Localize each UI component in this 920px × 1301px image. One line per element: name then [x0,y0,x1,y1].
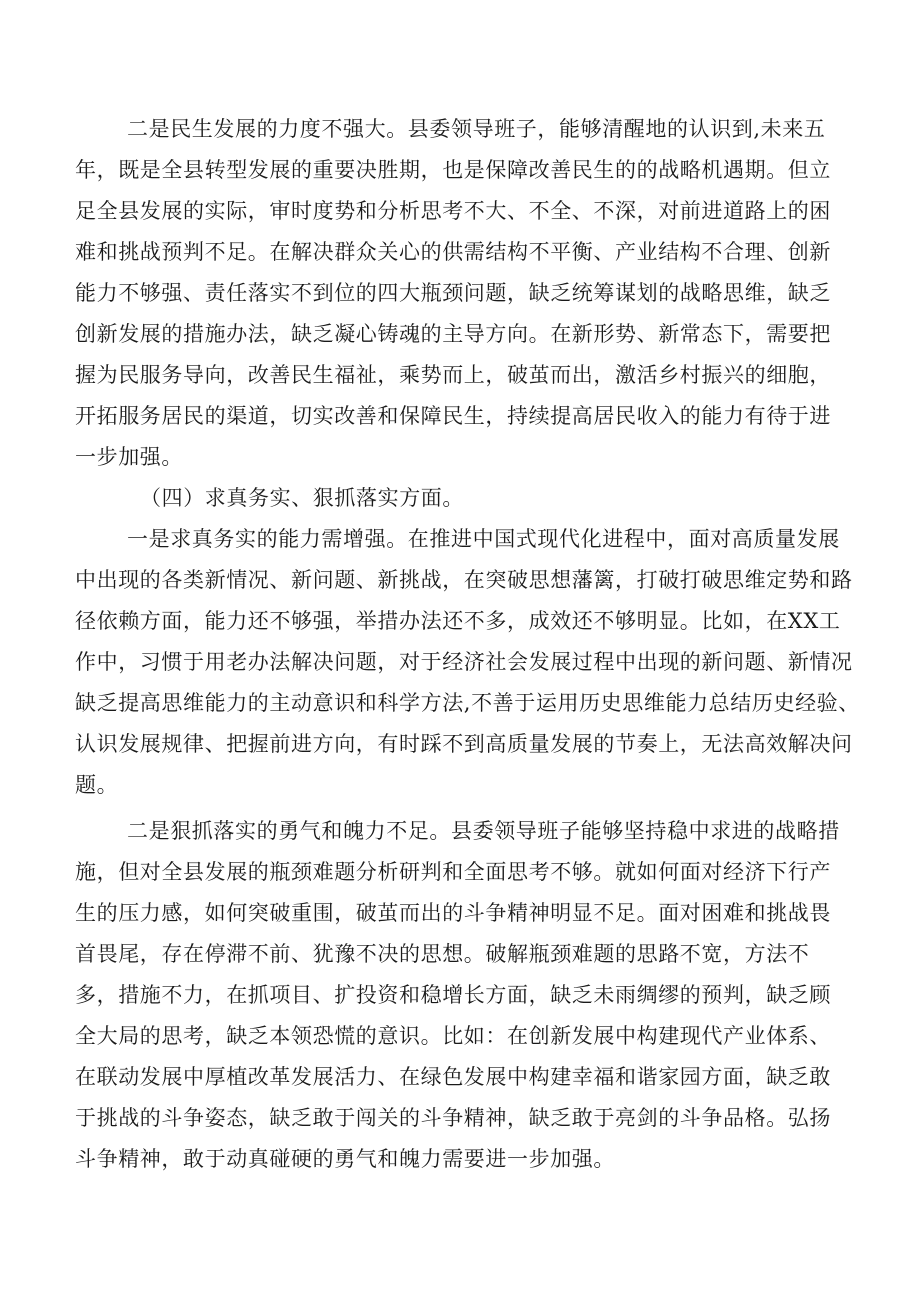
text-line: 作中，习惯于用老办法解决问题，对于经济社会发展过程中出现的新问题、新情况 [75,650,853,674]
text-line: 径依赖方面，能力还不够强，举措办法还不多，成效还不够明显。比如，在XX工 [75,609,841,633]
text-line: 施，但对全县发展的瓶颈难题分析研判和全面思考不够。就如何面对经济下行产 [75,860,831,884]
text-line: 全大局的思考，缺乏本领恐慌的意识。比如：在创新发展中构建现代产业体系、 [75,1024,831,1048]
text-line: 开拓服务居民的渠道，切实改善和保障民生，持续提高居民收入的能力有待于进 [75,404,831,428]
text-line: 难和挑战预判不足。在解决群众关心的供需结构不平衡、产业结构不合理、创新 [75,240,831,264]
text-line: 斗争精神，敢于动真碰硬的勇气和魄力需要进一步加强。 [75,1147,615,1171]
text-line: 二是民生发展的力度不强大。县委领导班子，能够清醒地的认识到,未来五 [127,117,826,141]
text-line: 于挑战的斗争姿态，缺乏敢于闯关的斗争精神，缺乏敢于亮剑的斗争品格。弘扬 [75,1106,831,1130]
text-line: 一步加强。 [75,445,183,469]
text-line: 生的压力感，如何突破重围，破茧而出的斗争精神明显不足。面对困难和挑战畏 [75,901,831,925]
text-line: 创新发展的措施办法，缺乏凝心铸魂的主导方向。在新形势、新常态下，需要把 [75,322,831,346]
text-line: 多，措施不力，在抓项目、扩投资和稳增长方面，缺乏未雨绸缪的预判，缺乏顾 [75,983,831,1007]
text-line: 在联动发展中厚植改革发展活力、在绿色发展中构建幸福和谐家园方面，缺乏敢 [75,1065,831,1089]
text-line: 首畏尾，存在停滞不前、犹豫不决的思想。破解瓶颈难题的思路不宽，方法不 [75,942,810,966]
text-line: 能力不够强、责任落实不到位的四大瓶颈问题，缺乏统筹谋划的战略思维，缺乏 [75,281,831,305]
text-line: 年，既是全县转型发展的重要决胜期，也是保障改善民生的的战略机遇期。但立 [75,158,831,182]
text-line: 认识发展规律、把握前进方向，有时踩不到高质量发展的节奏上，无法高效解决问 [75,732,853,756]
text-line: 缺乏提高思维能力的主动意识和科学方法,不善于运用历史思维能力总结历史经验、 [75,691,860,715]
text-line: 足全县发展的实际，审时度势和分析思考不大、不全、不深，对前进道路上的困 [75,199,831,223]
text-line: 一是求真务实的能力需增强。在推进中国式现代化进程中，面对高质量发展 [127,527,840,551]
section-heading: （四）求真务实、狠抓落实方面。 [140,486,464,510]
text-line: 二是狠抓落实的勇气和魄力不足。县委领导班子能够坚持稳中求进的战略措 [127,819,840,843]
text-line: 题。 [75,773,119,797]
text-line: 握为民服务导向，改善民生福祉，乘势而上，破茧而出，激活乡村振兴的细胞， [75,363,831,387]
text-line: 中出现的各类新情况、新问题、新挑战，在突破思想藩篱，打破打破思维定势和路 [75,568,853,592]
